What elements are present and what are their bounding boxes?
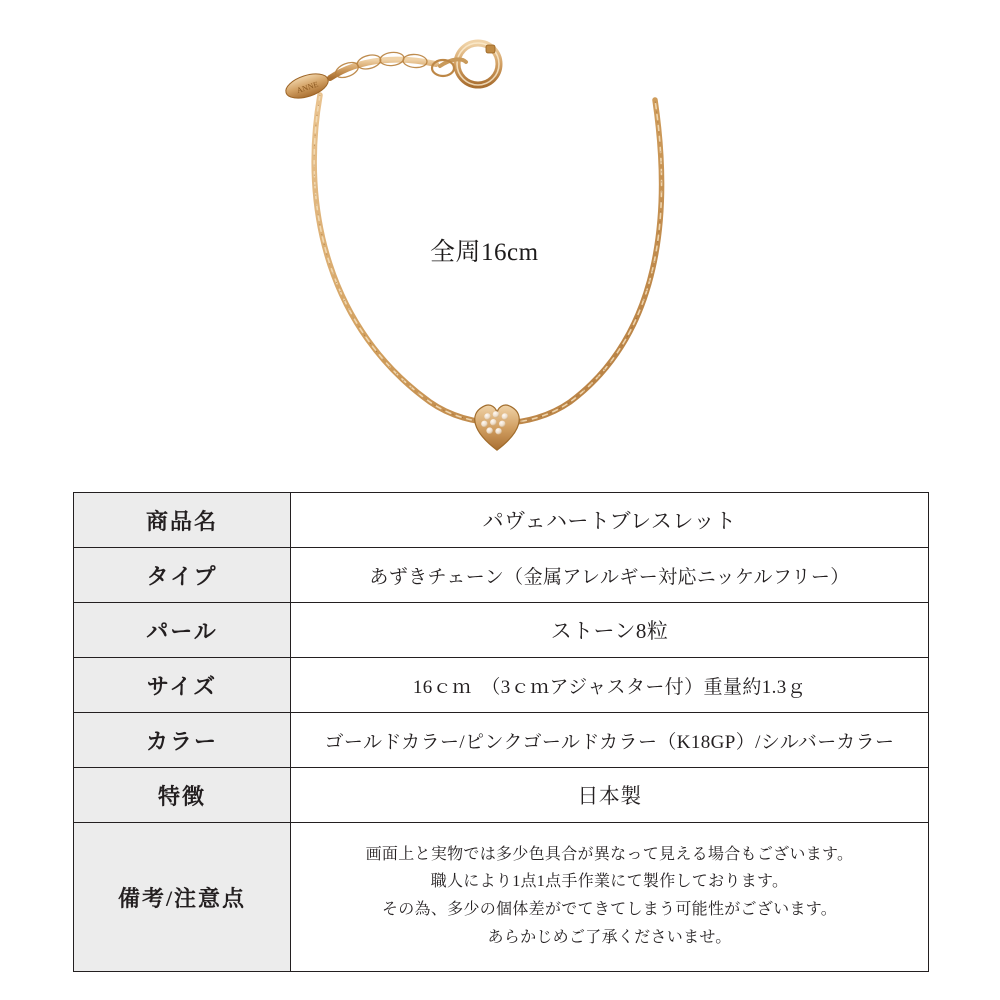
spec-value-feature: 日本製 — [291, 768, 929, 823]
note-line: 職人により1点1点手作業にて製作しております。 — [430, 873, 789, 891]
note-line: 画面上と実物では多少色具合が異なって見える場合もございます。 — [365, 845, 854, 863]
spec-label-pearl: パール — [74, 603, 291, 658]
spec-label-type: タイプ — [74, 548, 291, 603]
spec-label-color: カラー — [74, 713, 291, 768]
spec-value-notes — [291, 823, 929, 972]
spec-table-wrapper — [73, 492, 929, 972]
spec-label-size: サイズ — [74, 658, 291, 713]
svg-text:ANNE: ANNE — [295, 79, 320, 96]
table-row — [74, 768, 929, 823]
table-row — [74, 493, 929, 548]
spec-label-feature: 特徴 — [74, 768, 291, 823]
spec-value-product-name: パヴェハートブレスレット — [291, 493, 929, 548]
spec-value-color: ゴールドカラー/ピンクゴールドカラー（K18GP）/シルバーカラー — [291, 713, 929, 768]
table-row — [74, 603, 929, 658]
pave-heart-charm — [475, 405, 519, 450]
table-row-note — [74, 823, 929, 972]
table-row — [74, 548, 929, 603]
clasp — [432, 43, 499, 85]
brand-tag — [283, 69, 331, 103]
product-image-area — [0, 0, 1000, 492]
spec-table — [73, 492, 929, 972]
adjuster-chain — [330, 51, 436, 80]
table-row — [74, 658, 929, 713]
note-line-list — [291, 827, 928, 967]
note-line: その為、多少の個体差がでてきてしまう可能性がございます。 — [381, 901, 838, 918]
table-row — [74, 713, 929, 768]
spec-value-size: 16ｃｍ （3ｃｍアジャスター付）重量約1.3ｇ — [291, 658, 929, 713]
spec-label-notes: 備考/注意点 — [74, 823, 291, 972]
spec-value-pearl: ストーン8粒 — [291, 603, 929, 658]
length-caption: 全周16cm — [430, 239, 539, 266]
spec-value-type: あずきチェーン（金属アレルギー対応ニッケルフリー） — [291, 548, 929, 603]
spec-label-product-name: 商品名 — [74, 493, 291, 548]
note-line: あらかじめご了承くださいませ。 — [487, 928, 732, 946]
